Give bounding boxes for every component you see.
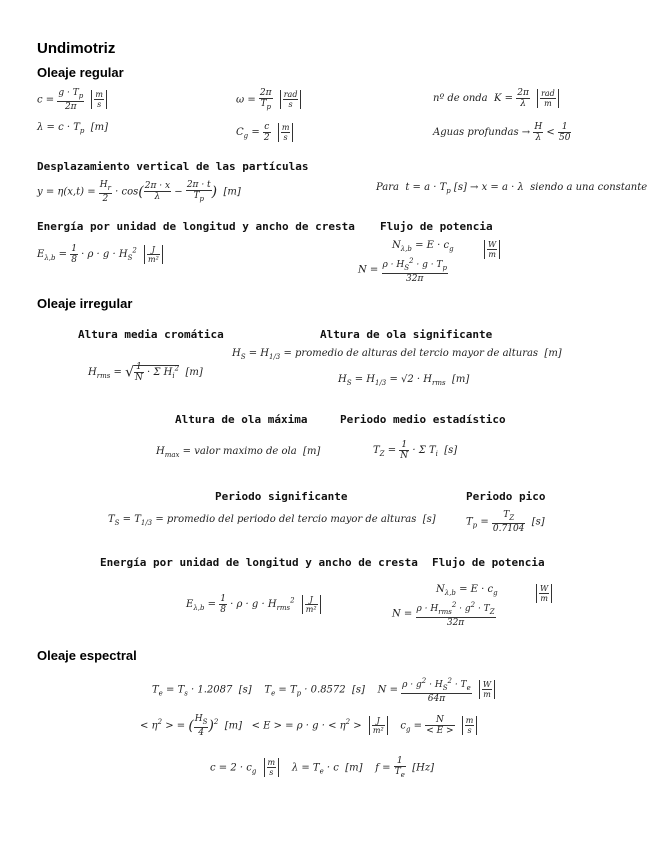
formula-omega: ω = $\frac{2\pi}{T_p}$ $\frac{\text{rad}}{s}$ [236,88,301,112]
subhead-periodo-medio: Periodo medio estadístico [340,413,506,426]
unit-power-irregular: $\frac{W}{m}$ [532,584,552,603]
formula-power-regular-2: N = $\frac{\rho \cdot H_S^2 \cdot g \cdot T_p}{32\pi}$ [358,257,447,284]
subhead-periodo-significante: Periodo significante [215,490,348,503]
subhead-flujo-irregular: Flujo de potencia [432,556,545,569]
section-oleaje-espectral: Oleaje espectral [37,648,137,663]
subhead-altura-media: Altura media cromática [78,328,224,341]
formula-wave-number: nº de onda K = $\frac{2\pi}{\lambda}$ $\frac{\text{rad}}{m}$ [433,88,559,109]
formula-hs-hrms: $H_S = H_{1/3} = √2 \cdot H_{rms}$ [m] [338,374,470,387]
unit-power-regular: $\frac{W}{m}$ [480,240,500,259]
formula-tp: $T_p$ = $\frac{T_Z}{0.7104}$ [s] [466,510,545,534]
formula-displacement: y = η(x,t) = $\frac{H_r}{2}$ · cos( $\frac{2\pi \cdot x}{\lambda}$ − $\frac{2\pi \cdot t}{T_p}$ ) [m] [37,180,241,204]
formula-ts: $T_S = T_{1/3}$ = promedio del periodo del tercio mayor de alturas [s] [108,514,436,527]
formula-spectral-eta: < $\eta^2$ > = ( $\frac{H_S}{4}$ )$^2$ [m] < E > = ρ · g · < $\eta^2$ > $\frac{J}{\text{m²}}$ $c_g$ = $\frac{N}{< E >}$ $\frac{m}{s}$ [140,714,477,738]
formula-deep-water: Aguas profundas → $\frac{H}{\lambda}$ < $\frac{1}{50}$ [433,122,571,143]
subhead-periodo-pico: Periodo pico [466,490,546,503]
subhead-desplazamiento: Desplazamiento vertical de las partículas [37,160,309,173]
subhead-altura-significante: Altura de ola significante [320,328,493,341]
subhead-energia-irregular: Energía por unidad de longitud y ancho de cresta [100,556,418,569]
formula-spectral-periods: $T_e = T_s \cdot 1.2087$ [s] $T_e = T_p \cdot 0.8572$ [s] N = $\frac{\rho \cdot g^2 \cdot H_S^2 \cdot T_e}{64\pi}$ $\frac{W}{m}$ [152,676,495,704]
formula-celerity: c = $\frac{g \cdot T_p}{2\pi}$ $\frac{m}{s}$ [37,88,107,112]
formula-energy-regular: $E_{\lambda,b}$ = $\frac{1}{8}$ · $\rho \cdot g \cdot H_S^2$ $\frac{J}{\text{m²}}$ [37,244,163,265]
formula-power-regular-1: $N_{\lambda,b} = E \cdot c_g$ [392,240,454,253]
formula-power-irregular-2: N = $\frac{\rho \cdot H_{rms}^2 \cdot g^2 \cdot T_Z}{32\pi}$ [392,601,495,628]
subhead-flujo-regular: Flujo de potencia [380,220,493,233]
formula-tz: $T_Z$ = $\frac{1}{N}$ · Σ $T_i$ [s] [373,440,458,461]
formula-wavelength: $\lambda = c \cdot T_p$ [m] [37,122,109,135]
formula-energy-irregular: $E_{\lambda,b}$ = $\frac{1}{8}$ · $\rho \cdot g \cdot H_{rms}^2$ $\frac{J}{\text{m²}}$ [186,594,321,615]
section-oleaje-irregular: Oleaje irregular [37,296,133,311]
formula-hrms: $H_{rms}$ = √ $\frac{1}{N}$ · Σ $H_i^2$ [m] [88,362,203,383]
subhead-energia-regular: Energía por unidad de longitud y ancho de cresta [37,220,355,233]
page-title: Undimotriz [37,40,116,57]
subhead-altura-maxima: Altura de ola máxima [175,413,308,426]
section-oleaje-regular: Oleaje regular [37,65,124,80]
formula-spectral-c: $c = 2 \cdot c_g$ $\frac{m}{s}$ $\lambda = T_e \cdot c$ [m] f = $\frac{1}{T_e}$ [Hz] [210,756,435,779]
formula-power-irregular-1: $N_{\lambda,b} = E \cdot c_g$ [436,584,498,597]
formula-group-velocity: $C_g$ = $\frac{c}{2}$ $\frac{m}{s}$ [236,122,293,143]
formula-para-t: Para $t = a \cdot T_p$ [s] → x = a · λ siendo a una constante [376,182,648,195]
formula-hs-definition: $H_S = H_{1/3}$ = promedio de alturas del tercio mayor de alturas [m] [232,348,562,361]
formula-hmax: $H_{max}$ = valor maximo de ola [m] [156,446,321,459]
